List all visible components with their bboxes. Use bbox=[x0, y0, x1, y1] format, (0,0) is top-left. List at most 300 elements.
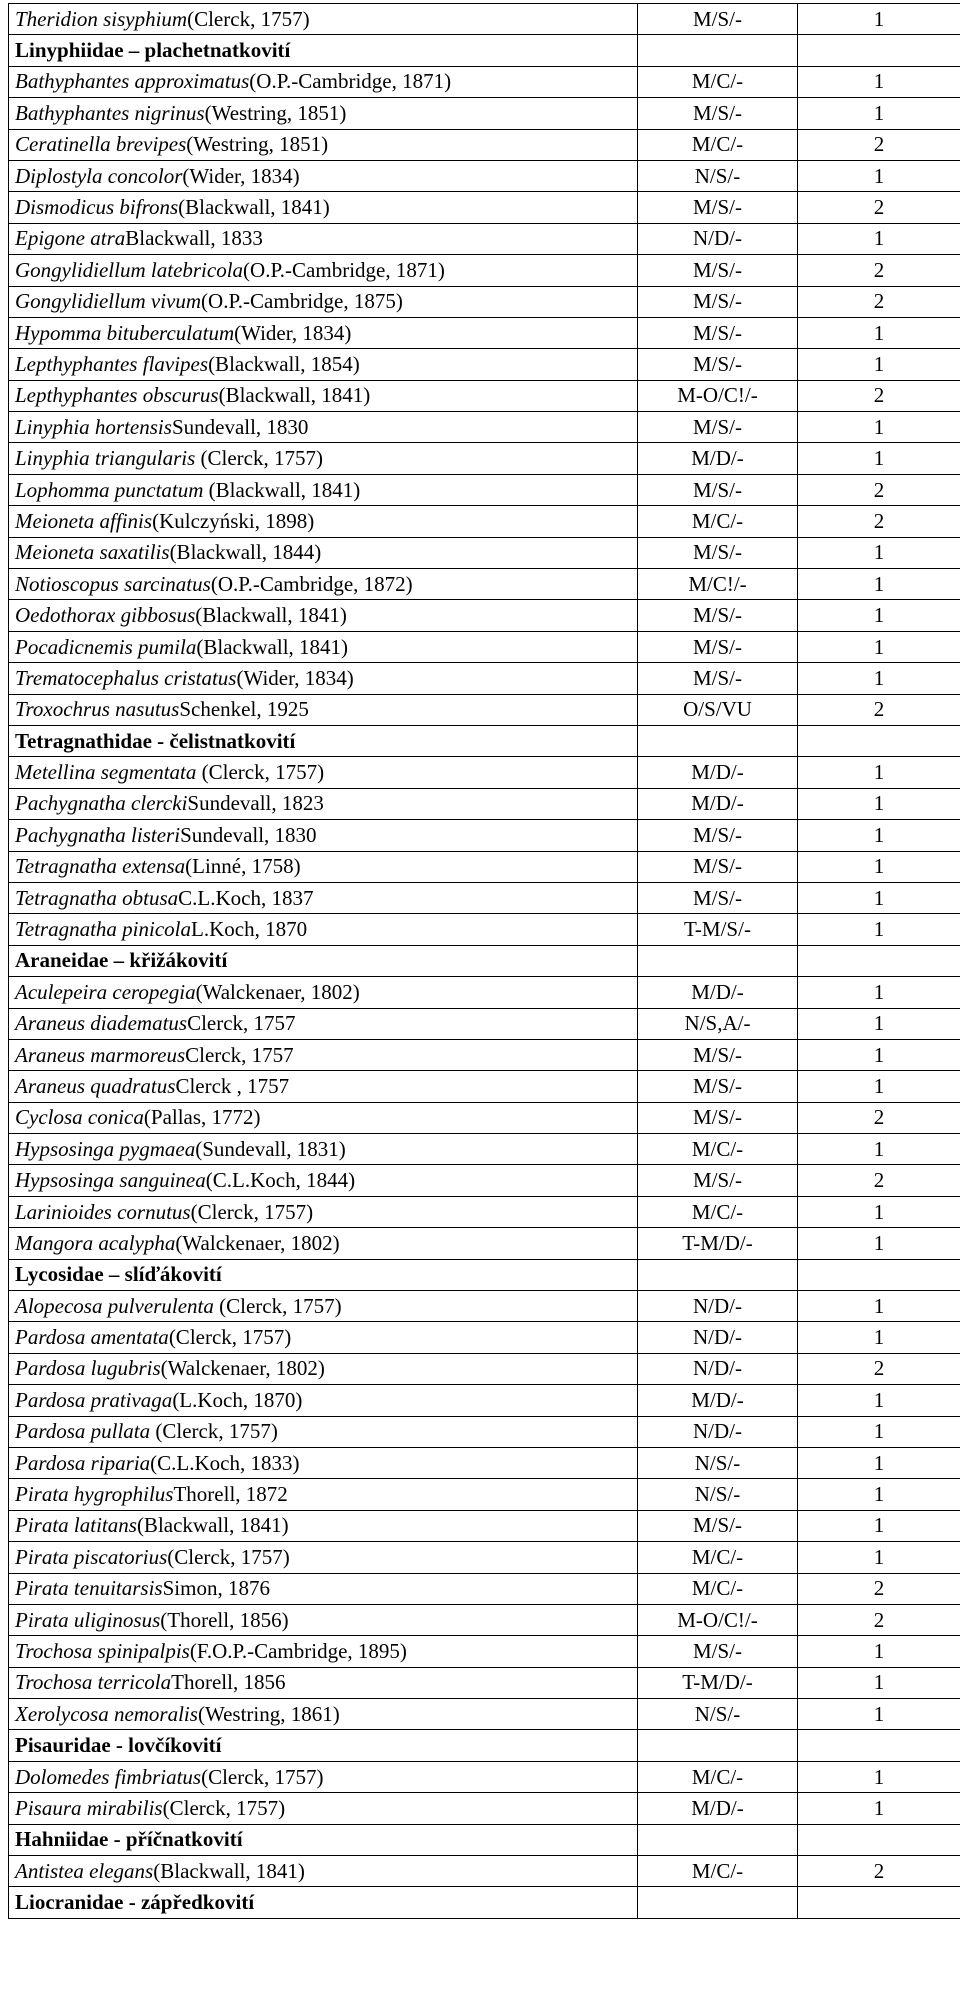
record-count: 2 bbox=[798, 1856, 960, 1887]
record-count: 1 bbox=[798, 1636, 960, 1667]
species-name: Aculepeira ceropegia bbox=[15, 979, 196, 1004]
species-cell bbox=[9, 851, 638, 882]
species-cell bbox=[9, 98, 638, 129]
species-author: (Walckenaer, 1802) bbox=[160, 1356, 325, 1381]
species-author: (Clerck, 1757) bbox=[219, 1293, 342, 1318]
species-name: Ceratinella brevipes bbox=[15, 132, 187, 157]
species-name: Pirata latitans bbox=[15, 1513, 137, 1538]
status-code: M/S/- bbox=[638, 600, 798, 631]
family-name: Lycosidae – slíďákovití bbox=[9, 1259, 638, 1290]
species-author: (Westring, 1861) bbox=[197, 1701, 340, 1726]
species-name: Mangora acalypha bbox=[15, 1230, 176, 1255]
status-code: N/S/- bbox=[638, 1447, 798, 1478]
species-row bbox=[9, 1542, 960, 1573]
status-code: M/S/- bbox=[638, 537, 798, 568]
species-author: (Blackwall, 1841) bbox=[195, 603, 347, 628]
species-table bbox=[8, 3, 960, 1919]
species-author: (Wider, 1834) bbox=[236, 665, 354, 690]
species-name: Araneus marmoreus bbox=[15, 1042, 186, 1067]
record-count: 1 bbox=[798, 820, 960, 851]
record-count: 2 bbox=[798, 286, 960, 317]
species-name: Theridion sisyphium bbox=[15, 6, 188, 31]
empty-cell bbox=[798, 35, 960, 66]
species-name: Lepthyphantes flavipes bbox=[15, 351, 209, 376]
species-name: Lophomma punctatum bbox=[15, 477, 209, 502]
status-code: N/D/- bbox=[638, 223, 798, 254]
species-row bbox=[9, 757, 960, 788]
species-name: Araneus quadratus bbox=[15, 1073, 176, 1098]
status-code: M/S/- bbox=[638, 631, 798, 662]
species-author: (C.L.Koch, 1844) bbox=[205, 1168, 356, 1193]
species-name: Pardosa riparia bbox=[15, 1450, 151, 1475]
status-code: M/C/- bbox=[638, 66, 798, 97]
species-name: Pachygnatha clercki bbox=[15, 791, 188, 816]
species-author: (Blackwall, 1841) bbox=[178, 195, 330, 220]
species-cell bbox=[9, 1510, 638, 1541]
record-count: 1 bbox=[798, 1322, 960, 1353]
record-count: 1 bbox=[798, 1291, 960, 1322]
species-name: Oedothorax gibbosus bbox=[15, 603, 196, 628]
species-cell bbox=[9, 412, 638, 443]
record-count: 2 bbox=[798, 1604, 960, 1635]
status-code: M/S/- bbox=[638, 286, 798, 317]
species-row bbox=[9, 1228, 960, 1259]
species-name: Trochosa spinipalpis bbox=[15, 1639, 190, 1663]
family-row bbox=[9, 1730, 960, 1761]
species-name: Cyclosa conica bbox=[15, 1105, 144, 1130]
species-cell bbox=[9, 474, 638, 505]
species-name: Pachygnatha listeri bbox=[15, 822, 181, 847]
status-code: N/D/- bbox=[638, 1322, 798, 1353]
species-name: Pirata piscatorius bbox=[15, 1544, 168, 1569]
status-code: N/S/- bbox=[638, 1699, 798, 1730]
species-cell bbox=[9, 380, 638, 411]
record-count: 1 bbox=[798, 914, 960, 945]
status-code: O/S/VU bbox=[638, 694, 798, 725]
record-count: 1 bbox=[798, 1134, 960, 1165]
species-name: Hypsosinga pygmaea bbox=[15, 1136, 196, 1161]
record-count: 2 bbox=[798, 1102, 960, 1133]
family-row bbox=[9, 1824, 960, 1855]
record-count: 2 bbox=[798, 694, 960, 725]
species-author: Thorell, 1856 bbox=[171, 1670, 286, 1695]
status-code: M/S/- bbox=[638, 255, 798, 286]
species-row bbox=[9, 1165, 960, 1196]
species-name: Notioscopus sarcinatus bbox=[15, 571, 211, 596]
species-cell bbox=[9, 1793, 638, 1824]
species-row bbox=[9, 1416, 960, 1447]
species-cell bbox=[9, 349, 638, 380]
species-cell bbox=[9, 506, 638, 537]
species-cell bbox=[9, 1008, 638, 1039]
species-row bbox=[9, 537, 960, 568]
species-row bbox=[9, 1353, 960, 1384]
species-cell bbox=[9, 631, 638, 662]
species-author: (Thorell, 1856) bbox=[160, 1607, 289, 1632]
record-count: 1 bbox=[798, 569, 960, 600]
species-author: (Blackwall, 1844) bbox=[169, 540, 322, 565]
status-code: M/S/- bbox=[638, 1071, 798, 1102]
species-author: Sundevall, 1830 bbox=[180, 822, 317, 847]
species-row bbox=[9, 631, 960, 662]
status-code: M/S/- bbox=[638, 192, 798, 223]
status-code: M/C/- bbox=[638, 506, 798, 537]
record-count: 1 bbox=[798, 1542, 960, 1573]
status-code: N/S/- bbox=[638, 1479, 798, 1510]
empty-cell bbox=[798, 725, 960, 756]
record-count: 1 bbox=[798, 1008, 960, 1039]
species-author: (Walckenaer, 1802) bbox=[175, 1230, 340, 1255]
empty-cell bbox=[798, 1259, 960, 1290]
status-code: M/S/- bbox=[638, 851, 798, 882]
species-author: L.Koch, 1870 bbox=[191, 917, 308, 942]
record-count: 1 bbox=[798, 160, 960, 191]
species-cell bbox=[9, 1353, 638, 1384]
species-row bbox=[9, 1604, 960, 1635]
species-cell bbox=[9, 1416, 638, 1447]
species-cell bbox=[9, 1479, 638, 1510]
record-count: 2 bbox=[798, 1353, 960, 1384]
species-name: Troxochrus nasutus bbox=[15, 697, 180, 722]
species-cell bbox=[9, 600, 638, 631]
species-name: Pirata uliginosus bbox=[15, 1607, 161, 1632]
species-name: Pardosa prativaga bbox=[15, 1387, 173, 1412]
species-cell bbox=[9, 443, 638, 474]
species-author: Blackwall, 1833 bbox=[125, 226, 263, 251]
species-row bbox=[9, 349, 960, 380]
species-author: (C.L.Koch, 1833) bbox=[150, 1450, 300, 1475]
status-code: M/D/- bbox=[638, 443, 798, 474]
species-row bbox=[9, 66, 960, 97]
species-row bbox=[9, 192, 960, 223]
status-code: M/C!/- bbox=[638, 569, 798, 600]
status-code: M/S/- bbox=[638, 317, 798, 348]
species-cell bbox=[9, 1636, 638, 1667]
empty-cell bbox=[798, 1887, 960, 1918]
species-row bbox=[9, 1039, 960, 1070]
species-row bbox=[9, 412, 960, 443]
species-author: (Kulczyński, 1898) bbox=[152, 508, 315, 533]
species-author: (Clerck, 1757) bbox=[200, 446, 323, 471]
species-author: (Walckenaer, 1802) bbox=[195, 979, 360, 1004]
species-author: (Clerck, 1757) bbox=[167, 1544, 290, 1569]
record-count: 2 bbox=[798, 474, 960, 505]
record-count: 2 bbox=[798, 506, 960, 537]
species-cell bbox=[9, 1667, 638, 1698]
species-row bbox=[9, 1291, 960, 1322]
species-author: (Wider, 1834) bbox=[182, 163, 300, 188]
species-cell bbox=[9, 694, 638, 725]
species-row bbox=[9, 569, 960, 600]
status-code: N/D/- bbox=[638, 1416, 798, 1447]
record-count: 1 bbox=[798, 882, 960, 913]
species-row bbox=[9, 1385, 960, 1416]
status-code: N/S,A/- bbox=[638, 1008, 798, 1039]
record-count: 1 bbox=[798, 1761, 960, 1792]
species-row bbox=[9, 914, 960, 945]
record-count: 1 bbox=[798, 66, 960, 97]
record-count: 1 bbox=[798, 1039, 960, 1070]
species-row bbox=[9, 1573, 960, 1604]
record-count: 1 bbox=[798, 1793, 960, 1824]
species-author: (Blackwall, 1841) bbox=[153, 1858, 305, 1883]
species-name: Pocadicnemis pumila bbox=[15, 634, 197, 659]
empty-cell bbox=[638, 35, 798, 66]
species-row bbox=[9, 223, 960, 254]
species-name: Alopecosa pulverulenta bbox=[15, 1293, 220, 1318]
status-code: M/S/- bbox=[638, 820, 798, 851]
status-code: M/S/- bbox=[638, 1165, 798, 1196]
status-code: M/S/- bbox=[638, 412, 798, 443]
family-row bbox=[9, 1887, 960, 1918]
species-name: Linyphia triangularis bbox=[15, 446, 201, 471]
species-author: Clerck , 1757 bbox=[175, 1073, 290, 1098]
species-author: (O.P.-Cambridge, 1875) bbox=[201, 289, 403, 314]
record-count: 1 bbox=[798, 1667, 960, 1698]
species-row bbox=[9, 1479, 960, 1510]
empty-cell bbox=[798, 1730, 960, 1761]
species-row bbox=[9, 882, 960, 913]
status-code: T-M/D/- bbox=[638, 1667, 798, 1698]
species-author: (Westring, 1851) bbox=[204, 100, 347, 125]
species-cell bbox=[9, 537, 638, 568]
species-name: Trematocephalus cristatus bbox=[15, 665, 237, 690]
status-code: N/D/- bbox=[638, 1353, 798, 1384]
species-cell bbox=[9, 820, 638, 851]
status-code: M/C/- bbox=[638, 1573, 798, 1604]
record-count: 1 bbox=[798, 349, 960, 380]
species-row bbox=[9, 600, 960, 631]
status-code: M/S/- bbox=[638, 1102, 798, 1133]
species-author: (Clerck, 1757) bbox=[190, 1199, 314, 1224]
empty-cell bbox=[638, 725, 798, 756]
species-row bbox=[9, 1667, 960, 1698]
species-cell bbox=[9, 223, 638, 254]
record-count: 1 bbox=[798, 1196, 960, 1227]
species-author: Simon, 1876 bbox=[162, 1576, 270, 1601]
status-code: M/C/- bbox=[638, 129, 798, 160]
species-author: Sundevall, 1830 bbox=[171, 414, 309, 439]
species-name: Diplostyla concolor bbox=[15, 163, 183, 188]
species-name: Hypsosinga sanguinea bbox=[15, 1168, 206, 1193]
record-count: 1 bbox=[798, 757, 960, 788]
species-row bbox=[9, 1793, 960, 1824]
species-name: Bathyphantes nigrinus bbox=[15, 100, 205, 125]
species-row bbox=[9, 663, 960, 694]
status-code: N/D/- bbox=[638, 1291, 798, 1322]
family-name: Araneidae – křižákovití bbox=[9, 945, 638, 976]
species-row bbox=[9, 474, 960, 505]
status-code: M/C/- bbox=[638, 1542, 798, 1573]
species-cell bbox=[9, 1165, 638, 1196]
species-cell bbox=[9, 129, 638, 160]
species-author: Clerck, 1757 bbox=[185, 1042, 294, 1067]
species-cell bbox=[9, 1071, 638, 1102]
species-name: Pirata tenuitarsis bbox=[15, 1576, 163, 1601]
status-code: M-O/C!/- bbox=[638, 1604, 798, 1635]
species-cell bbox=[9, 192, 638, 223]
species-author: (Wider, 1834) bbox=[234, 320, 352, 345]
species-author: (Clerck, 1757) bbox=[168, 1325, 292, 1350]
species-author: (O.P.-Cambridge, 1871) bbox=[249, 69, 452, 94]
species-row bbox=[9, 98, 960, 129]
status-code: M/S/- bbox=[638, 1510, 798, 1541]
species-name: Dismodicus bifrons bbox=[15, 195, 179, 220]
record-count: 2 bbox=[798, 380, 960, 411]
empty-cell bbox=[798, 1824, 960, 1855]
status-code: M/D/- bbox=[638, 788, 798, 819]
status-code: M/D/- bbox=[638, 977, 798, 1008]
status-code: M/S/- bbox=[638, 1636, 798, 1667]
species-author: (Blackwall, 1854) bbox=[208, 351, 360, 376]
record-count: 1 bbox=[798, 600, 960, 631]
record-count: 1 bbox=[798, 223, 960, 254]
record-count: 1 bbox=[798, 98, 960, 129]
status-code: M/D/- bbox=[638, 1385, 798, 1416]
species-name: Tetragnatha extensa bbox=[15, 854, 186, 879]
species-author: (Sundevall, 1831) bbox=[195, 1136, 346, 1161]
species-author: (Blackwall, 1841) bbox=[136, 1513, 289, 1538]
species-cell bbox=[9, 286, 638, 317]
species-row bbox=[9, 851, 960, 882]
empty-cell bbox=[638, 1824, 798, 1855]
record-count: 1 bbox=[798, 631, 960, 662]
species-name: Pardosa pullata bbox=[15, 1419, 156, 1444]
status-code: M/D/- bbox=[638, 1793, 798, 1824]
species-author: Sundevall, 1823 bbox=[187, 791, 324, 816]
status-code: M/S/- bbox=[638, 349, 798, 380]
record-count: 1 bbox=[798, 412, 960, 443]
family-name: Hahniidae - příčnatkovití bbox=[9, 1824, 638, 1855]
species-author: Thorell, 1872 bbox=[173, 1482, 288, 1507]
family-name: Liocranidae - zápředkovití bbox=[9, 1887, 638, 1918]
record-count: 1 bbox=[798, 1228, 960, 1259]
species-cell bbox=[9, 1542, 638, 1573]
record-count: 1 bbox=[798, 851, 960, 882]
species-cell bbox=[9, 1761, 638, 1792]
record-count: 1 bbox=[798, 1416, 960, 1447]
species-name: Xerolycosa nemoralis bbox=[15, 1701, 198, 1726]
species-row bbox=[9, 1134, 960, 1165]
species-cell bbox=[9, 1228, 638, 1259]
species-name: Metellina segmentata bbox=[15, 760, 202, 785]
table-body bbox=[9, 4, 960, 1919]
status-code: N/S/- bbox=[638, 160, 798, 191]
species-row bbox=[9, 977, 960, 1008]
record-count: 1 bbox=[798, 1071, 960, 1102]
species-cell bbox=[9, 1447, 638, 1478]
species-name: Tetragnatha obtusa bbox=[15, 885, 179, 910]
status-code: M/S/- bbox=[638, 663, 798, 694]
species-cell bbox=[9, 569, 638, 600]
species-row bbox=[9, 1102, 960, 1133]
species-author: Clerck, 1757 bbox=[187, 1011, 296, 1036]
species-name: Antistea elegans bbox=[15, 1858, 154, 1883]
species-name: Pardosa lugubris bbox=[15, 1356, 161, 1381]
species-row bbox=[9, 694, 960, 725]
species-row bbox=[9, 4, 960, 35]
species-name: Gongylidiellum latebricola bbox=[15, 257, 244, 282]
record-count: 2 bbox=[798, 1165, 960, 1196]
status-code: M/S/- bbox=[638, 98, 798, 129]
species-row bbox=[9, 255, 960, 286]
species-row bbox=[9, 380, 960, 411]
record-count: 2 bbox=[798, 192, 960, 223]
species-row bbox=[9, 1196, 960, 1227]
species-cell bbox=[9, 255, 638, 286]
species-cell bbox=[9, 757, 638, 788]
species-cell bbox=[9, 1385, 638, 1416]
status-code: M-O/C!/- bbox=[638, 380, 798, 411]
species-author: (Clerck, 1757) bbox=[155, 1419, 278, 1444]
species-cell bbox=[9, 1573, 638, 1604]
empty-cell bbox=[798, 945, 960, 976]
species-author: (O.P.-Cambridge, 1872) bbox=[210, 571, 413, 596]
species-author: (Pallas, 1772) bbox=[143, 1105, 261, 1130]
status-code: M/C/- bbox=[638, 1196, 798, 1227]
species-cell bbox=[9, 1102, 638, 1133]
species-author: C.L.Koch, 1837 bbox=[178, 885, 314, 910]
species-author: (Clerck, 1757) bbox=[201, 1764, 324, 1789]
record-count: 1 bbox=[798, 788, 960, 819]
species-author: (Linné, 1758) bbox=[185, 854, 301, 879]
species-cell bbox=[9, 788, 638, 819]
species-row bbox=[9, 286, 960, 317]
species-cell bbox=[9, 914, 638, 945]
family-row bbox=[9, 35, 960, 66]
species-cell bbox=[9, 317, 638, 348]
species-cell bbox=[9, 1604, 638, 1635]
species-author: (Blackwall, 1841) bbox=[218, 383, 371, 408]
species-cell bbox=[9, 66, 638, 97]
species-name: Linyphia hortensis bbox=[15, 414, 172, 439]
species-row bbox=[9, 820, 960, 851]
status-code: T-M/D/- bbox=[638, 1228, 798, 1259]
species-cell bbox=[9, 1322, 638, 1353]
species-cell bbox=[9, 1196, 638, 1227]
species-row bbox=[9, 1510, 960, 1541]
species-cell bbox=[9, 1039, 638, 1070]
species-cell bbox=[9, 1134, 638, 1165]
species-row bbox=[9, 1447, 960, 1478]
status-code: M/C/- bbox=[638, 1761, 798, 1792]
record-count: 1 bbox=[798, 1699, 960, 1730]
species-author: (Clerck, 1757) bbox=[162, 1795, 286, 1820]
species-author: (Westring, 1851) bbox=[186, 132, 329, 157]
record-count: 1 bbox=[798, 537, 960, 568]
status-code: M/C/- bbox=[638, 1856, 798, 1887]
species-author: (Blackwall, 1841) bbox=[196, 634, 349, 659]
record-count: 1 bbox=[798, 1479, 960, 1510]
family-row bbox=[9, 1259, 960, 1290]
status-code: M/S/- bbox=[638, 4, 798, 35]
record-count: 1 bbox=[798, 1385, 960, 1416]
family-name: Pisauridae - lovčíkovití bbox=[9, 1730, 638, 1761]
species-row bbox=[9, 506, 960, 537]
species-name: Pardosa amentata bbox=[15, 1325, 169, 1350]
species-author: (F.O.P.-Cambridge, 1895) bbox=[189, 1639, 407, 1663]
record-count: 2 bbox=[798, 129, 960, 160]
species-row bbox=[9, 443, 960, 474]
status-code: M/S/- bbox=[638, 1039, 798, 1070]
record-count: 2 bbox=[798, 255, 960, 286]
species-name: Pirata hygrophilus bbox=[15, 1482, 174, 1507]
species-row bbox=[9, 1761, 960, 1792]
status-code: M/C/- bbox=[638, 1134, 798, 1165]
species-name: Lepthyphantes obscurus bbox=[15, 383, 219, 408]
record-count: 1 bbox=[798, 4, 960, 35]
record-count: 1 bbox=[798, 443, 960, 474]
